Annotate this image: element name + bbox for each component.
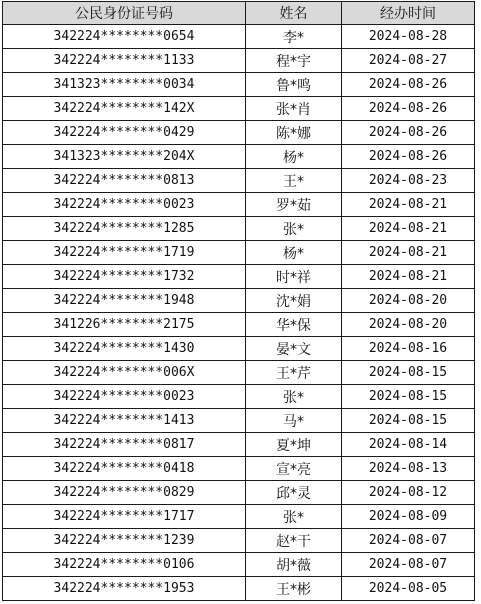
cell-name: 晏*文 xyxy=(246,337,342,361)
cell-id-number: 342224********142X xyxy=(3,97,246,121)
table-row xyxy=(3,145,475,169)
table-row xyxy=(3,457,475,481)
cell-date: 2024-08-21 xyxy=(342,193,475,217)
record-table xyxy=(2,1,475,601)
cell-id-number: 342224********0654 xyxy=(3,25,246,49)
table-row xyxy=(3,169,475,193)
cell-name: 王*彬 xyxy=(246,577,342,601)
cell-name: 华*保 xyxy=(246,313,342,337)
table-row xyxy=(3,361,475,385)
cell-name: 张* xyxy=(246,217,342,241)
cell-id-number: 342224********1948 xyxy=(3,289,246,313)
cell-date: 2024-08-15 xyxy=(342,409,475,433)
cell-name: 鲁*鸣 xyxy=(246,73,342,97)
cell-name: 程*宇 xyxy=(246,49,342,73)
cell-id-number: 342224********1239 xyxy=(3,529,246,553)
header-row xyxy=(3,2,475,25)
table-row xyxy=(3,289,475,313)
cell-name: 夏*坤 xyxy=(246,433,342,457)
cell-date: 2024-08-20 xyxy=(342,289,475,313)
table-row xyxy=(3,73,475,97)
header-date: 经办时间 xyxy=(342,2,475,25)
table-row xyxy=(3,385,475,409)
cell-name: 陈*娜 xyxy=(246,121,342,145)
table-row xyxy=(3,25,475,49)
cell-name: 张* xyxy=(246,505,342,529)
cell-date: 2024-08-14 xyxy=(342,433,475,457)
cell-name: 沈*娟 xyxy=(246,289,342,313)
table-row xyxy=(3,481,475,505)
cell-name: 李* xyxy=(246,25,342,49)
cell-name: 王* xyxy=(246,169,342,193)
cell-date: 2024-08-23 xyxy=(342,169,475,193)
cell-date: 2024-08-09 xyxy=(342,505,475,529)
cell-id-number: 341226********2175 xyxy=(3,313,246,337)
cell-date: 2024-08-15 xyxy=(342,361,475,385)
cell-id-number: 342224********1285 xyxy=(3,217,246,241)
cell-name: 张* xyxy=(246,385,342,409)
cell-id-number: 342224********1717 xyxy=(3,505,246,529)
table-body xyxy=(3,25,475,601)
table-row xyxy=(3,241,475,265)
cell-date: 2024-08-28 xyxy=(342,25,475,49)
table-row xyxy=(3,265,475,289)
cell-date: 2024-08-16 xyxy=(342,337,475,361)
cell-id-number: 342224********0418 xyxy=(3,457,246,481)
cell-name: 张*肖 xyxy=(246,97,342,121)
cell-id-number: 342224********1732 xyxy=(3,265,246,289)
table-row xyxy=(3,217,475,241)
cell-id-number: 342224********006X xyxy=(3,361,246,385)
cell-name: 胡*薇 xyxy=(246,553,342,577)
cell-id-number: 342224********1413 xyxy=(3,409,246,433)
cell-date: 2024-08-07 xyxy=(342,553,475,577)
cell-id-number: 342224********1133 xyxy=(3,49,246,73)
cell-id-number: 342224********0829 xyxy=(3,481,246,505)
cell-id-number: 342224********0106 xyxy=(3,553,246,577)
cell-date: 2024-08-26 xyxy=(342,97,475,121)
cell-date: 2024-08-05 xyxy=(342,577,475,601)
cell-date: 2024-08-26 xyxy=(342,121,475,145)
table-row xyxy=(3,313,475,337)
cell-id-number: 342224********1719 xyxy=(3,241,246,265)
header-name: 姓名 xyxy=(246,2,342,25)
table-row xyxy=(3,553,475,577)
cell-date: 2024-08-15 xyxy=(342,385,475,409)
cell-id-number: 342224********0813 xyxy=(3,169,246,193)
cell-id-number: 342224********0817 xyxy=(3,433,246,457)
cell-id-number: 341323********204X xyxy=(3,145,246,169)
cell-name: 王*芹 xyxy=(246,361,342,385)
cell-id-number: 342224********0023 xyxy=(3,385,246,409)
cell-name: 杨* xyxy=(246,145,342,169)
cell-date: 2024-08-21 xyxy=(342,217,475,241)
table-row xyxy=(3,97,475,121)
table-row xyxy=(3,337,475,361)
cell-name: 邱*灵 xyxy=(246,481,342,505)
cell-id-number: 342224********1430 xyxy=(3,337,246,361)
cell-name: 时*祥 xyxy=(246,265,342,289)
table-row xyxy=(3,433,475,457)
table-row xyxy=(3,193,475,217)
cell-id-number: 342224********1953 xyxy=(3,577,246,601)
table-row xyxy=(3,121,475,145)
table-row xyxy=(3,49,475,73)
cell-date: 2024-08-13 xyxy=(342,457,475,481)
cell-date: 2024-08-12 xyxy=(342,481,475,505)
cell-date: 2024-08-26 xyxy=(342,73,475,97)
header-id-number: 公民身份证号码 xyxy=(3,2,246,25)
cell-date: 2024-08-20 xyxy=(342,313,475,337)
cell-name: 杨* xyxy=(246,241,342,265)
cell-name: 罗*茹 xyxy=(246,193,342,217)
cell-id-number: 341323********0034 xyxy=(3,73,246,97)
cell-id-number: 342224********0429 xyxy=(3,121,246,145)
cell-date: 2024-08-26 xyxy=(342,145,475,169)
cell-date: 2024-08-27 xyxy=(342,49,475,73)
cell-id-number: 342224********0023 xyxy=(3,193,246,217)
cell-date: 2024-08-21 xyxy=(342,265,475,289)
cell-name: 宣*亮 xyxy=(246,457,342,481)
table-row xyxy=(3,505,475,529)
cell-name: 马* xyxy=(246,409,342,433)
cell-date: 2024-08-21 xyxy=(342,241,475,265)
table-row xyxy=(3,577,475,601)
cell-name: 赵*干 xyxy=(246,529,342,553)
table-header xyxy=(3,2,475,25)
table-row xyxy=(3,529,475,553)
cell-date: 2024-08-07 xyxy=(342,529,475,553)
table-row xyxy=(3,409,475,433)
